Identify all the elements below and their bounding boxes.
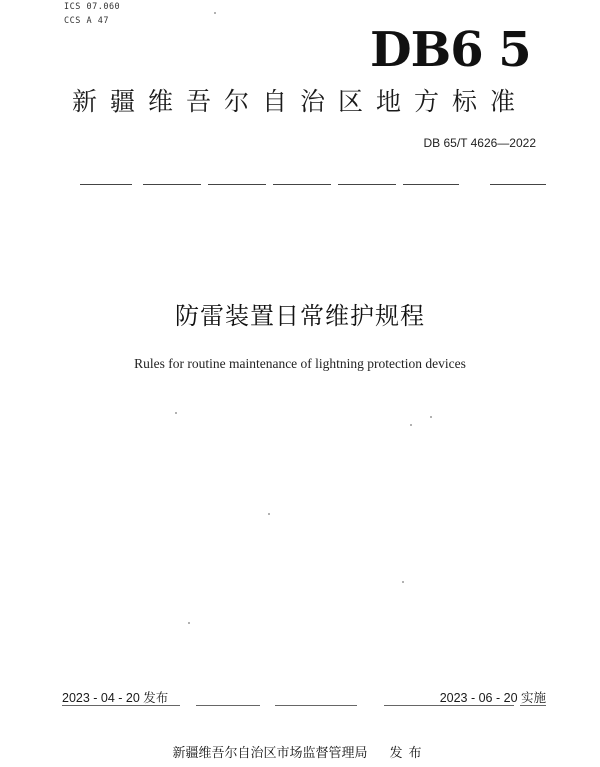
divider-segment (520, 705, 546, 706)
scan-speck (268, 513, 270, 515)
divider-segment (143, 184, 201, 185)
issuer-action: 发布 (389, 746, 428, 761)
divider-segment (80, 184, 132, 185)
divider-segment (403, 184, 459, 185)
divider-segment (338, 184, 396, 185)
divider-segment (273, 184, 331, 185)
standard-number: DB 65/T 4626—2022 (423, 136, 536, 150)
divider-segment (196, 705, 260, 706)
divider-segment (490, 184, 546, 185)
divider-segment (384, 705, 514, 706)
scan-speck (410, 424, 412, 426)
scan-speck (214, 12, 216, 14)
divider-segment (62, 705, 180, 706)
divider-segment (275, 705, 357, 706)
issuer-line (0, 742, 600, 761)
ccs-code: CCS A 47 (64, 16, 109, 26)
scan-speck (188, 622, 190, 624)
issuer-name: 新疆维吾尔自治区市场监督管理局 (172, 746, 368, 761)
document-title: 防雷装置日常维护规程 (175, 302, 425, 330)
scan-speck (430, 416, 432, 418)
standard-type-heading: 新疆维吾尔自治区地方标准 (71, 87, 528, 116)
db-logo: DB6 5 (370, 22, 531, 78)
ics-code: ICS 07.060 (64, 2, 121, 12)
implementation-date: 2023 - 06 - 20 实施 (439, 691, 546, 705)
issue-date: 2023 - 04 - 20 发布 (62, 691, 169, 705)
scan-speck (175, 412, 177, 414)
divider-segment (208, 184, 266, 185)
document-title-english: Rules for routine maintenance of lightning protection devices (134, 356, 466, 371)
scan-speck (402, 581, 404, 583)
